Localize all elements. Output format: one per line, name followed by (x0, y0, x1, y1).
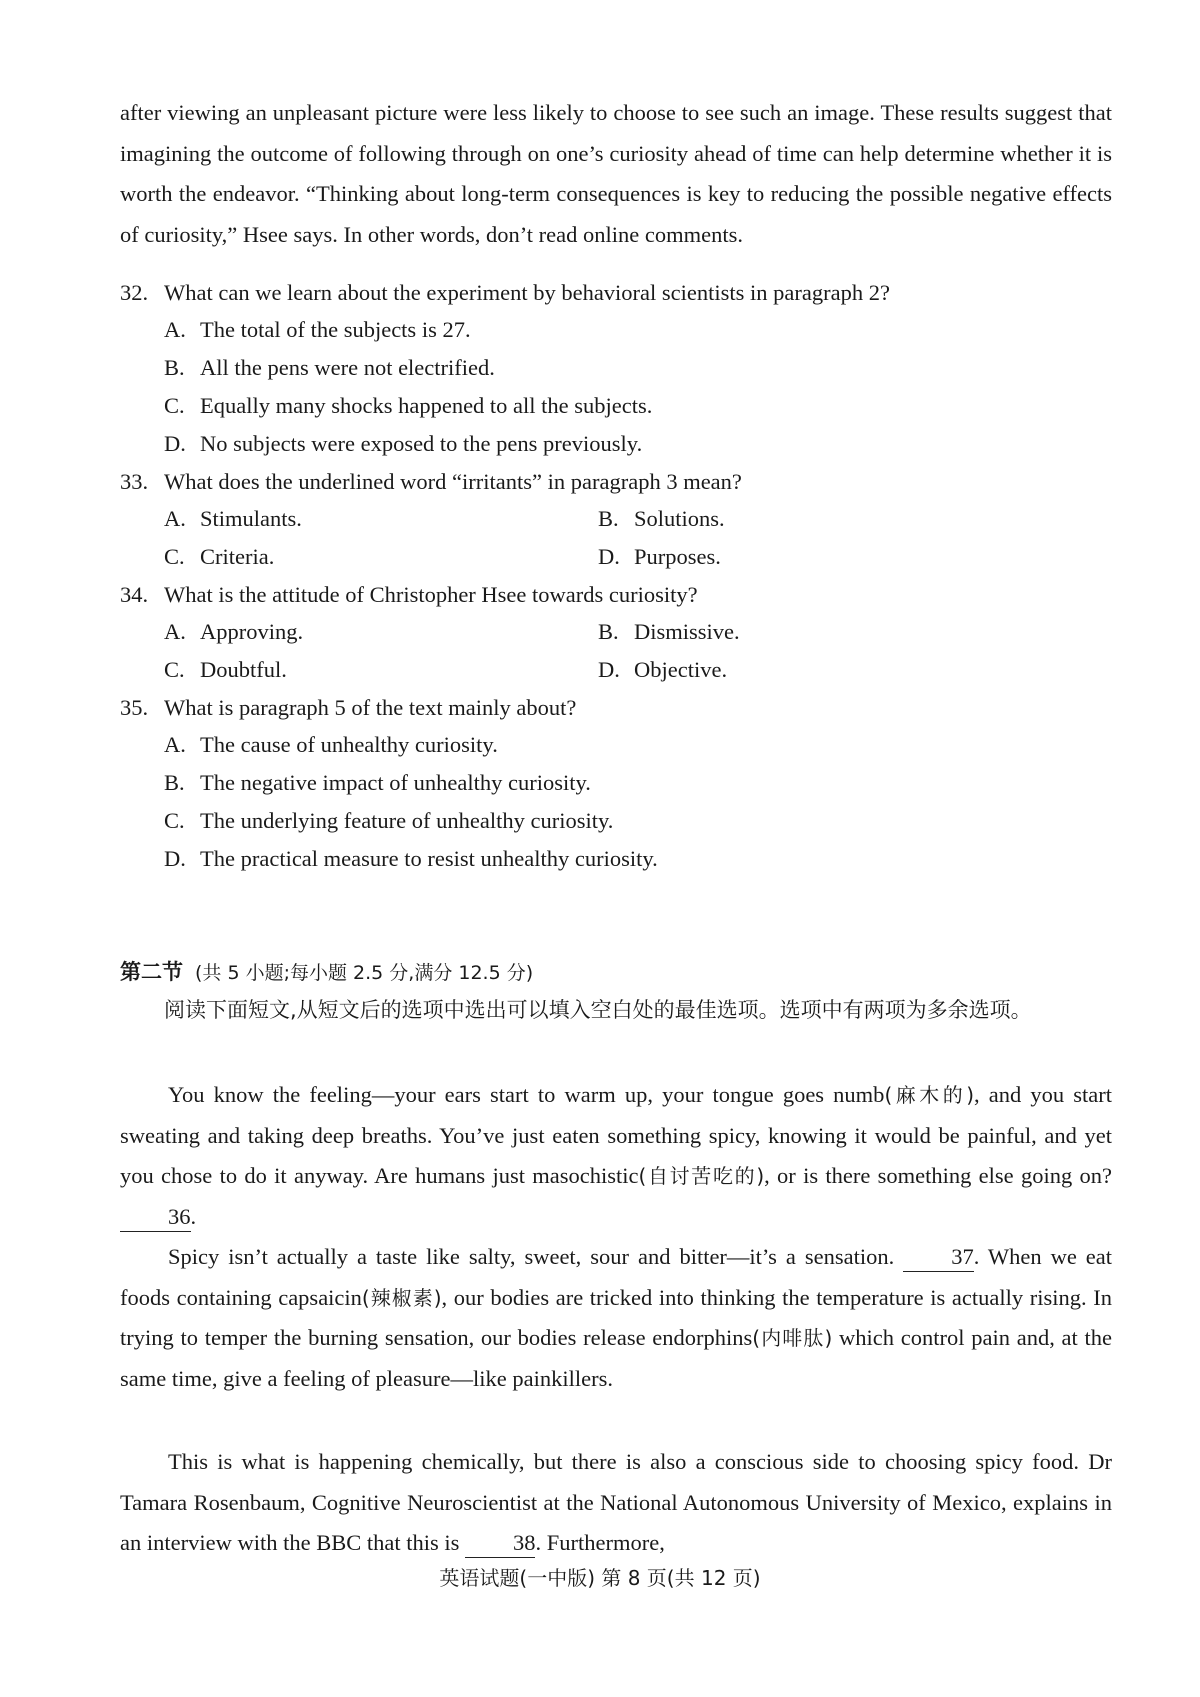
option-35-c (164, 802, 613, 840)
option-letter: B. (164, 355, 185, 380)
option-text: The total of the subjects is 27. (200, 317, 471, 342)
question-35 (120, 689, 1110, 727)
blank-38: 38 (465, 1529, 536, 1558)
section-heading (120, 953, 533, 991)
option-text: Equally many shocks happened to all the subjects. (200, 393, 653, 418)
option-32-c (164, 387, 652, 425)
option-letter: D. (598, 657, 620, 682)
question-stem: What can we learn about the experiment by behavioral scientists in paragraph 2? (164, 280, 890, 305)
option-text: Solutions. (634, 506, 725, 531)
option-text: Approving. (200, 619, 304, 644)
cloze-gloss: (辣椒素) (361, 1285, 442, 1310)
option-letter: C. (164, 393, 185, 418)
page-footer: 英语试题(一中版) 第 8 页(共 12 页) (439, 1566, 761, 1590)
option-32-d (164, 425, 642, 463)
option-34-b (598, 613, 740, 651)
option-33-a (164, 500, 302, 538)
cloze-paragraph-2 (120, 1237, 1112, 1399)
blank-37: 37 (903, 1243, 974, 1272)
cloze-paragraph-1: You know the feeling—your ears start to warm up, your tongue goes numb(麻木的), and you start sweating and taking deep breaths. You’ve just eaten something spicy, knowing it would be painful, and yet you chose to do it anyway. Are humans just masochistic(自讨苦吃的), or is there something else going on? 36. (120, 1075, 1112, 1237)
option-text: Purposes. (634, 544, 721, 569)
cloze-gloss: (内啡肽) (752, 1326, 833, 1350)
option-text: The practical measure to resist unhealthy curiosity. (200, 846, 658, 871)
question-number: 32. (120, 280, 149, 305)
cloze-text: which control pain and, at the same time, give a feeling of pleasure—like painkillers. (120, 1325, 1112, 1391)
option-35-b (164, 764, 591, 802)
cloze-text: This is what is happening chemically, but there is also a conscious side to choosing spicy food. Dr Tamara Rosenbaum, Cognitive Neuroscientist at the National Autonomous University of Mexico, explains in an interview with the BBC that this is (120, 1449, 1112, 1555)
cloze-gloss: (麻木的) (884, 1083, 975, 1107)
option-letter: C. (164, 544, 185, 569)
section-instruction: 阅读下面短文,从短文后的选项中选出可以填入空白处的最佳选项。选项中有两项为多余选项。 (164, 998, 1032, 1022)
cloze-text: . Furthermore, (535, 1530, 665, 1555)
cloze-text: Spicy isn’t actually a taste like salty, sweet, sour and bitter—it’s a sensation. (168, 1244, 895, 1269)
option-33-d (598, 538, 721, 576)
option-text: Stimulants. (200, 506, 302, 531)
cloze-gloss: (自讨苦吃的) (638, 1164, 765, 1188)
option-letter: A. (164, 317, 186, 342)
option-letter: C. (164, 657, 185, 682)
option-letter: A. (164, 732, 186, 757)
option-text: The negative impact of unhealthy curiosity. (200, 770, 591, 795)
option-35-a (164, 726, 498, 764)
option-text: The underlying feature of unhealthy curiosity. (200, 808, 614, 833)
option-34-c (164, 651, 287, 689)
option-32-a (164, 311, 471, 349)
cloze-text: , or is there something else going on? (764, 1163, 1112, 1188)
cloze-text: You know the feeling—your ears start to warm up, your tongue goes numb (168, 1082, 885, 1107)
section-note: (共 5 小题;每小题 2.5 分,满分 12.5 分) (195, 962, 534, 984)
blank-36: 36 (120, 1203, 191, 1232)
passage-continuation: after viewing an unpleasant picture were less likely to choose to see such an image. These results suggest that imagining the outcome of following through on one’s curiosity ahead of time can help determine whether it is worth the endeavor. “Thinking about long-term consequences is key to reducing the possible negative effects of curiosity,” Hsee says. In other words, don’t read online comments. (120, 100, 1112, 247)
option-text: Dismissive. (634, 619, 740, 644)
option-text: Objective. (634, 657, 728, 682)
cloze-paragraph-3 (120, 1442, 1112, 1564)
question-number: 35. (120, 695, 149, 720)
option-letter: A. (164, 506, 186, 531)
cloze-text: . When we eat foods containing capsaicin (120, 1244, 1113, 1310)
question-stem: What does the underlined word “irritants” in paragraph 3 mean? (164, 469, 742, 494)
cloze-text: , our bodies are tricked into thinking the temperature is actually rising. In trying to temper the burning sensation, our bodies release endorphins (120, 1284, 1112, 1350)
question-stem: What is the attitude of Christopher Hsee towards curiosity? (164, 582, 698, 607)
option-letter: B. (598, 619, 619, 644)
question-stem: What is paragraph 5 of the text mainly about? (164, 695, 577, 720)
option-letter: D. (164, 431, 186, 456)
section-title: 第二节 (120, 960, 183, 984)
option-35-d (164, 840, 658, 878)
question-number: 33. (120, 469, 149, 494)
option-33-b (598, 500, 725, 538)
option-34-a (164, 613, 303, 651)
option-letter: B. (598, 506, 619, 531)
option-32-b (164, 349, 495, 387)
option-letter: A. (164, 619, 186, 644)
option-text: Doubtful. (200, 657, 287, 682)
option-letter: C. (164, 808, 185, 833)
question-34 (120, 576, 1110, 614)
question-33 (120, 463, 1110, 501)
cloze-text: , and you start sweating and taking deep breaths. You’ve just eaten something spicy, knowing it would be painful, and yet you chose to do it anyway. Are humans just masochistic (120, 1082, 1112, 1188)
question-32 (120, 274, 1110, 312)
option-34-d (598, 651, 727, 689)
question-number: 34. (120, 582, 149, 607)
option-33-c (164, 538, 274, 576)
option-text: All the pens were not electrified. (200, 355, 495, 380)
option-text: No subjects were exposed to the pens previously. (200, 431, 643, 456)
option-letter: D. (164, 846, 186, 871)
option-text: Criteria. (200, 544, 275, 569)
option-letter: B. (164, 770, 185, 795)
option-text: The cause of unhealthy curiosity. (200, 732, 498, 757)
option-letter: D. (598, 544, 620, 569)
